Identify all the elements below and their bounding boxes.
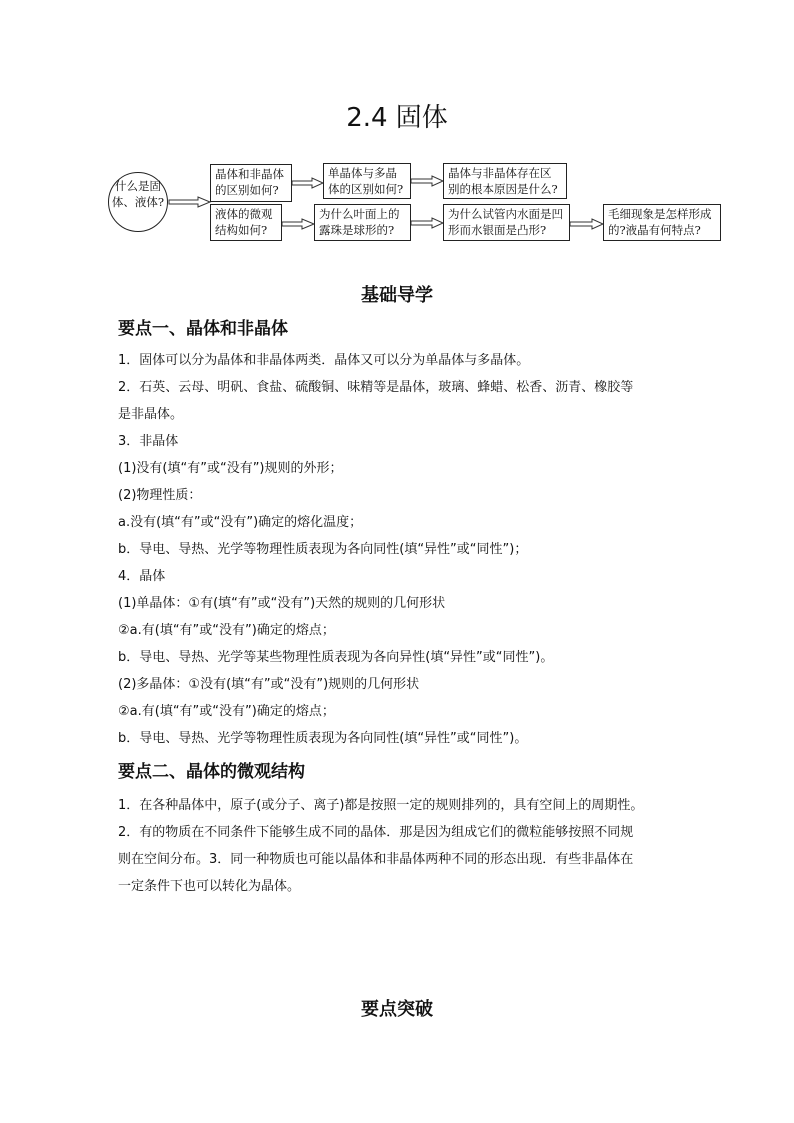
text-line: 是非晶体。 [118,407,184,422]
arrow-icon [570,219,603,229]
text-line: (1)单晶体：①有(填“有”或“没有”)天然的规则的几何形状 [118,596,446,611]
arrow-icon [411,176,443,186]
section-heading-key-points: 要点突破 [361,999,433,1020]
point-heading-2: 要点二、晶体的微观结构 [118,762,305,782]
concept-node-crystal-vs-noncrystal: 晶体和非晶体的区别如何? [210,164,292,202]
text-line: 2．石英、云母、明矾、食盐、硫酸铜、味精等是晶体，玻璃、蜂蜡、松香、沥青、橡胶等 [118,380,634,395]
arrow-icon [411,218,443,228]
arrow-icon [282,219,314,229]
arrow-icon [292,178,323,188]
text-line: b．导电、导热、光学等某些物理性质表现为各向异性(填“异性”或“同性”)。 [118,650,554,665]
text-line: 1．在各种晶体中，原子(或分子、离子)都是按照一定的规则排列的，具有空间上的周期性。 [118,798,644,813]
text-line: b．导电、导热、光学等物理性质表现为各向同性(填“异性”或“同性”)。 [118,731,528,746]
text-line: ②a.有(填“有”或“没有”)确定的熔点； [118,623,335,638]
text-line: b．导电、导热、光学等物理性质表现为各向同性(填“异性”或“同性”)； [118,542,528,557]
concept-map [106,160,726,250]
concept-node-root-cause: 晶体与非晶体存在区别的根本原因是什么? [443,163,567,199]
concept-node-dew-sphere: 为什么叶面上的露珠是球形的? [314,204,411,241]
concept-node-single-vs-poly: 单晶体与多晶体的区别如何? [323,163,411,199]
text-line: 1．固体可以分为晶体和非晶体两类．晶体又可以分为单晶体与多晶体。 [118,353,530,368]
text-line: (1)没有(填“有”或“没有”)规则的外形； [118,461,343,476]
concept-node-meniscus: 为什么试管内水面是凹形而水银面是凸形? [443,204,570,241]
text-line: (2)多晶体：①没有(填“有”或“没有”)规则的几何形状 [118,677,420,692]
text-line: 一定条件下也可以转化为晶体。 [118,879,301,894]
concept-node-liquid-structure: 液体的微观结构如何? [210,204,282,241]
text-line: a.没有(填“有”或“没有”)确定的熔化温度； [118,515,363,530]
page-title: 2.4 固体 [346,103,448,133]
concept-center-node: 什么是固体、液体? [108,172,168,232]
text-line: ②a.有(填“有”或“没有”)确定的熔点； [118,704,335,719]
point-heading-1: 要点一、晶体和非晶体 [118,319,288,339]
concept-node-capillary-liquid-crystal: 毛细现象是怎样形成的?液晶有何特点? [603,204,721,241]
arrow-icon [169,197,210,207]
text-line: 3．非晶体 [118,434,179,449]
section-heading-basics: 基础导学 [361,285,433,306]
text-line: 2．有的物质在不同条件下能够生成不同的晶体．那是因为组成它们的微粒能够按照不同规 [118,825,634,840]
text-line: 4．晶体 [118,569,166,584]
text-line: 则在空间分布。3．同一种物质也可能以晶体和非晶体两种不同的形态出现．有些非晶体在 [118,852,634,867]
text-line: (2)物理性质： [118,488,202,503]
